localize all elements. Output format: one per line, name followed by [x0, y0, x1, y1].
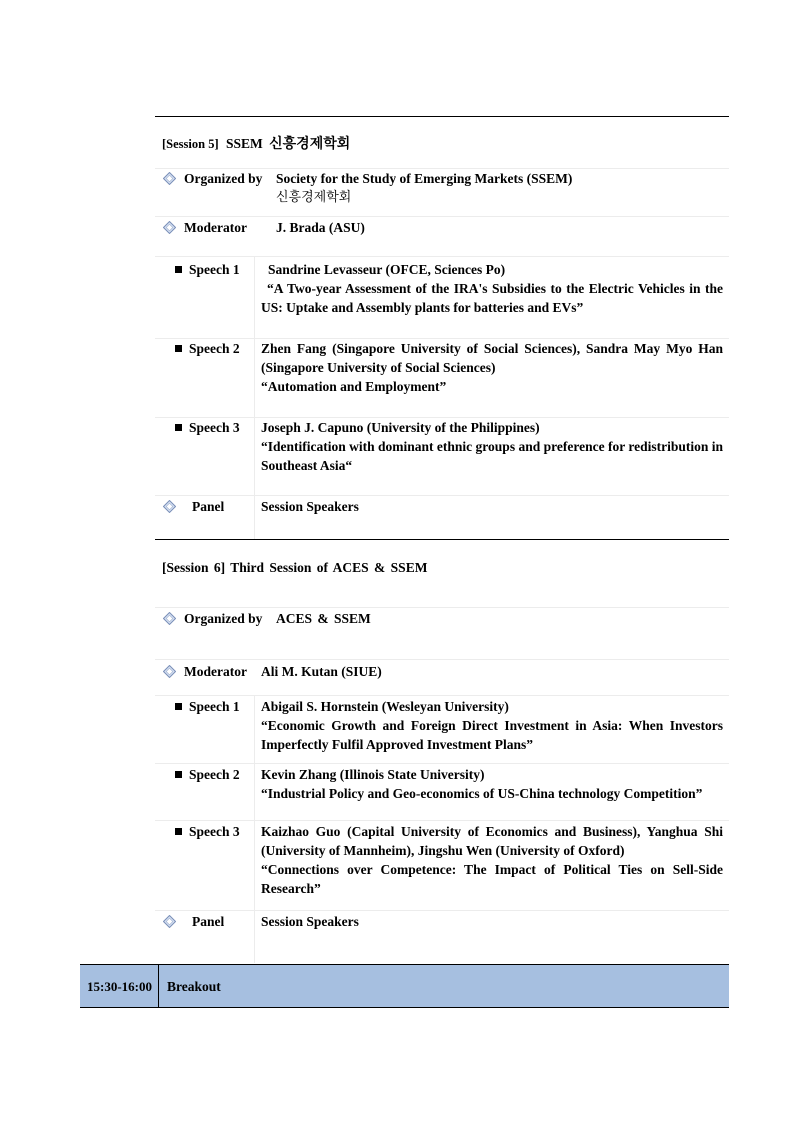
speech-label: Speech 1 — [175, 260, 240, 279]
diamond-bullet-icon — [163, 612, 176, 625]
speech-label: Speech 2 — [175, 339, 240, 358]
organized-by-korean: 신흥경제학회 — [276, 190, 352, 205]
session5-top-rule — [155, 116, 729, 117]
diamond-bullet-icon — [163, 500, 176, 513]
panel-label: Panel — [192, 914, 225, 929]
column-divider — [254, 695, 255, 963]
diamond-bullet-icon — [163, 665, 176, 678]
session6-top-rule — [155, 539, 729, 540]
organized-by-label: Organized by — [184, 611, 263, 626]
speech-speaker: Abigail S. Hornstein (Wesleyan University) — [261, 699, 509, 714]
speech-speaker: Joseph J. Capuno (University of the Philippines) — [261, 420, 540, 435]
diamond-bullet-icon — [163, 172, 176, 185]
panel-label: Panel — [192, 499, 225, 514]
panel-value: Session Speakers — [261, 499, 359, 514]
moderator-label: Moderator — [184, 220, 247, 235]
moderator-value: J. Brada (ASU) — [276, 220, 365, 235]
divider — [155, 256, 729, 257]
divider — [155, 607, 729, 608]
session6-title: [Session 6] Third Session of ACES & SSEM — [162, 560, 428, 575]
diamond-bullet-icon — [163, 915, 176, 928]
speech-title: “Identification with dominant ethnic groups and preference for redistribution in Southeast Asia“ — [261, 439, 723, 473]
divider — [155, 495, 729, 496]
speech-label: Speech 3 — [175, 418, 240, 437]
speech-speaker: Sandrine Levasseur (OFCE, Sciences Po) — [268, 262, 506, 277]
divider — [155, 695, 729, 696]
divider — [155, 216, 729, 217]
organized-by-value: ACES & SSEM — [276, 611, 371, 626]
breakout-label: Breakout — [167, 979, 221, 994]
speech-title: “Connections over Competence: The Impact of Political Ties on Sell-Side Research” — [261, 862, 723, 896]
speech-speaker: Kevin Zhang (Illinois State University) — [261, 767, 485, 782]
breakout-time: 15:30-16:00 — [87, 979, 152, 994]
moderator-value: Ali M. Kutan (SIUE) — [261, 664, 382, 679]
breakout-row — [80, 964, 729, 1008]
speech-label: Speech 2 — [175, 765, 240, 784]
session5-title: [Session 5] SSEM 신흥경제학회 — [162, 136, 351, 152]
speech-title: “A Two-year Assessment of the IRA's Subsidies to the Electric Vehicles in the US: Uptake and Assembly plants for batteries and EVs” — [261, 281, 723, 315]
divider — [155, 763, 729, 764]
speech-speaker: Kaizhao Guo (Capital University of Economics and Business), Yanghua Shi (University of Mannheim), Jingshu Wen (University of Oxford) — [261, 824, 723, 858]
organized-by-value: Society for the Study of Emerging Markets (SSEM) — [276, 171, 573, 186]
panel-value: Session Speakers — [261, 914, 359, 929]
speech-title: “Automation and Employment” — [261, 379, 447, 394]
moderator-label: Moderator — [184, 664, 247, 679]
breakout-separator — [158, 965, 159, 1007]
speech-title: “Industrial Policy and Geo-economics of US-China technology Competition” — [261, 786, 703, 801]
divider — [155, 820, 729, 821]
speech-speaker: Zhen Fang (Singapore University of Social Sciences), Sandra May Myo Han (Singapore University of Social Sciences) — [261, 341, 723, 375]
column-divider — [254, 256, 255, 540]
divider — [155, 910, 729, 911]
speech-title: “Economic Growth and Foreign Direct Investment in Asia: When Investors Imperfectly Fulfil Approved Investment Plans” — [261, 718, 723, 752]
diamond-bullet-icon — [163, 221, 176, 234]
divider — [155, 659, 729, 660]
organized-by-label: Organized by — [184, 171, 263, 186]
speech-label: Speech 1 — [175, 697, 240, 716]
speech-label: Speech 3 — [175, 822, 240, 841]
